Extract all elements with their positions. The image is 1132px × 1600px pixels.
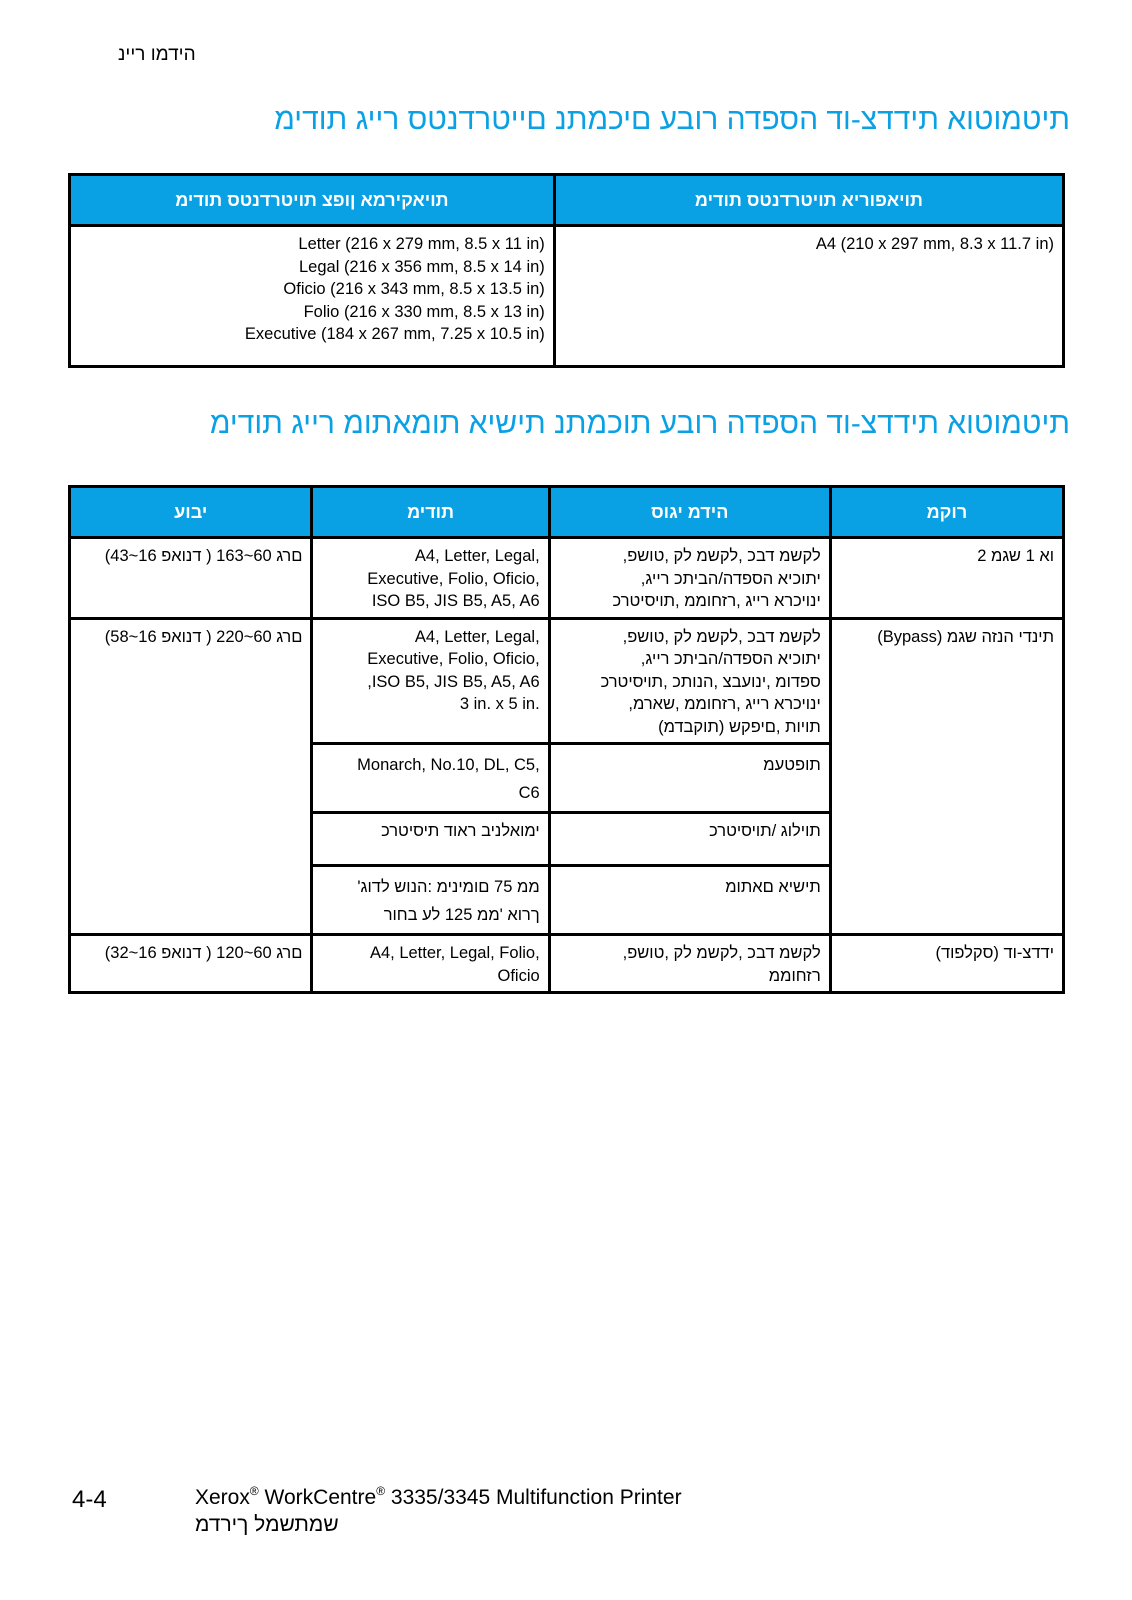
brand-name: Xerox xyxy=(195,1486,250,1509)
size-folio: Folio (216 x 330 mm, 8.5 x 13 in) xyxy=(303,302,545,321)
source-cell: 2 וא 1 שגמ xyxy=(830,538,1063,619)
column-header-weight: יבוע xyxy=(70,487,312,538)
weight-cell: (דנואפ 16~32 ) םרג 60~120 xyxy=(70,935,312,993)
column-header-north-american: תויאקירמא ןופצ תויטרדנטס תודימ xyxy=(70,175,555,226)
section2-title: תיטמוטוא תידדצ-וד הספדה רובע תוכמתנ תישיא תומאתומ רייג תודימ xyxy=(209,407,1070,440)
media-types-cell: תופטעמ xyxy=(549,744,830,813)
media-types-cell: תוילוג /תויסיטרכ xyxy=(549,813,830,866)
sizes-cell: A4, Letter, Legal, Folio, Oficio xyxy=(312,935,549,993)
model-name: 3335/3345 Multifunction Printer xyxy=(390,1486,682,1509)
product-name: WorkCentre xyxy=(264,1486,377,1509)
size-legal: Legal (216 x 356 mm, 8.5 x 14 in) xyxy=(298,257,545,276)
size-executive: Executive (184 x 267 mm, 7.25 x 10.5 in) xyxy=(244,325,545,343)
footer-subtitle: שמתשמל ךירדמ xyxy=(195,1513,339,1536)
standard-sizes-table xyxy=(68,173,1065,368)
section1-title: תיטמוטוא תידדצ-וד הספדה רובע םיכמתנ םייטרדנטס רייג תודימ xyxy=(274,103,1070,136)
media-types-cell: תישיא םאתומ xyxy=(549,866,830,935)
sizes-cell: A4, Letter, Legal, Executive, Folio, Oficio, ISO B5, JIS B5, A5, A6 xyxy=(312,538,549,619)
source-cell: (סקלפוד) ידדצ-וד xyxy=(830,935,1063,993)
sizes-cell: ימואלניב ראוד תיסיטרכ xyxy=(312,813,549,866)
size-letter: Letter (216 x 279 mm, 8.5 x 11 in) xyxy=(298,235,545,253)
sizes-cell: 'ממ 75 םומינימ :הנוש לדוג ךרוא 'ממ 125 לע בחור xyxy=(312,866,549,935)
registered-mark: ® xyxy=(249,1484,259,1498)
footer-product-title xyxy=(195,1484,682,1510)
media-types-cell: ,לקשמ דבכ ,לקשמ לק ,טושפ רזחוממ xyxy=(549,935,830,993)
media-types-cell: ,לקשמ דבכ ,לקשמ לק ,טושפ ,יתוכיא הספדה/הביתכ רייג ינויכרא רייג ,רזחוממ ,תויסיטרכ xyxy=(549,538,830,619)
column-header-source: רוקמ xyxy=(830,487,1063,538)
custom-sizes-table xyxy=(68,485,1065,994)
page-number: 4-4 xyxy=(72,1486,107,1513)
registered-mark: ® xyxy=(376,1484,386,1498)
column-header-sizes: תודימ xyxy=(312,487,549,538)
column-header-media-types: הידמ יגוס xyxy=(549,487,830,538)
size-a4: A4 (210 x 297 mm, 8.3 x 11.7 in) xyxy=(815,235,1054,253)
north-american-sizes-cell xyxy=(70,226,555,367)
sizes-cell: Monarch, No.10, DL, C5, C6 xyxy=(312,744,549,813)
table-row xyxy=(70,935,1064,993)
size-oficio: Oficio (216 x 343 mm, 8.5 x 13.5 in) xyxy=(283,280,545,298)
section-header: הידמו ריינ xyxy=(118,44,196,65)
weight-cell: (דנואפ 16~43 ) םרג 60~163 xyxy=(70,538,312,619)
european-sizes-cell xyxy=(554,226,1063,367)
sizes-cell: A4, Letter, Legal, Executive, Folio, Oficio, ,ISO B5, JIS B5, A5, A6 3 in. x 5 in. xyxy=(312,618,549,744)
media-types-cell: ,לקשמ דבכ ,לקשמ לק ,טושפ ,יתוכיא הספדה/הביתכ רייג ספדומ ,ינועבצ ,הנותכ ,תויסיטרכ ,ינויכרא רייג ,רזחוממ ,שארמ (תוקבדמ) תויות ,םיפקש xyxy=(549,618,830,744)
table-row xyxy=(70,538,1064,619)
table-row xyxy=(70,618,1064,744)
source-cell: (Bypass) תינדי הנזה שגמ xyxy=(830,618,1063,935)
column-header-european: תויאפוריא תויטרדנטס תודימ xyxy=(554,175,1063,226)
weight-cell: (דנואפ 16~58 ) םרג 60~220 xyxy=(70,618,312,935)
